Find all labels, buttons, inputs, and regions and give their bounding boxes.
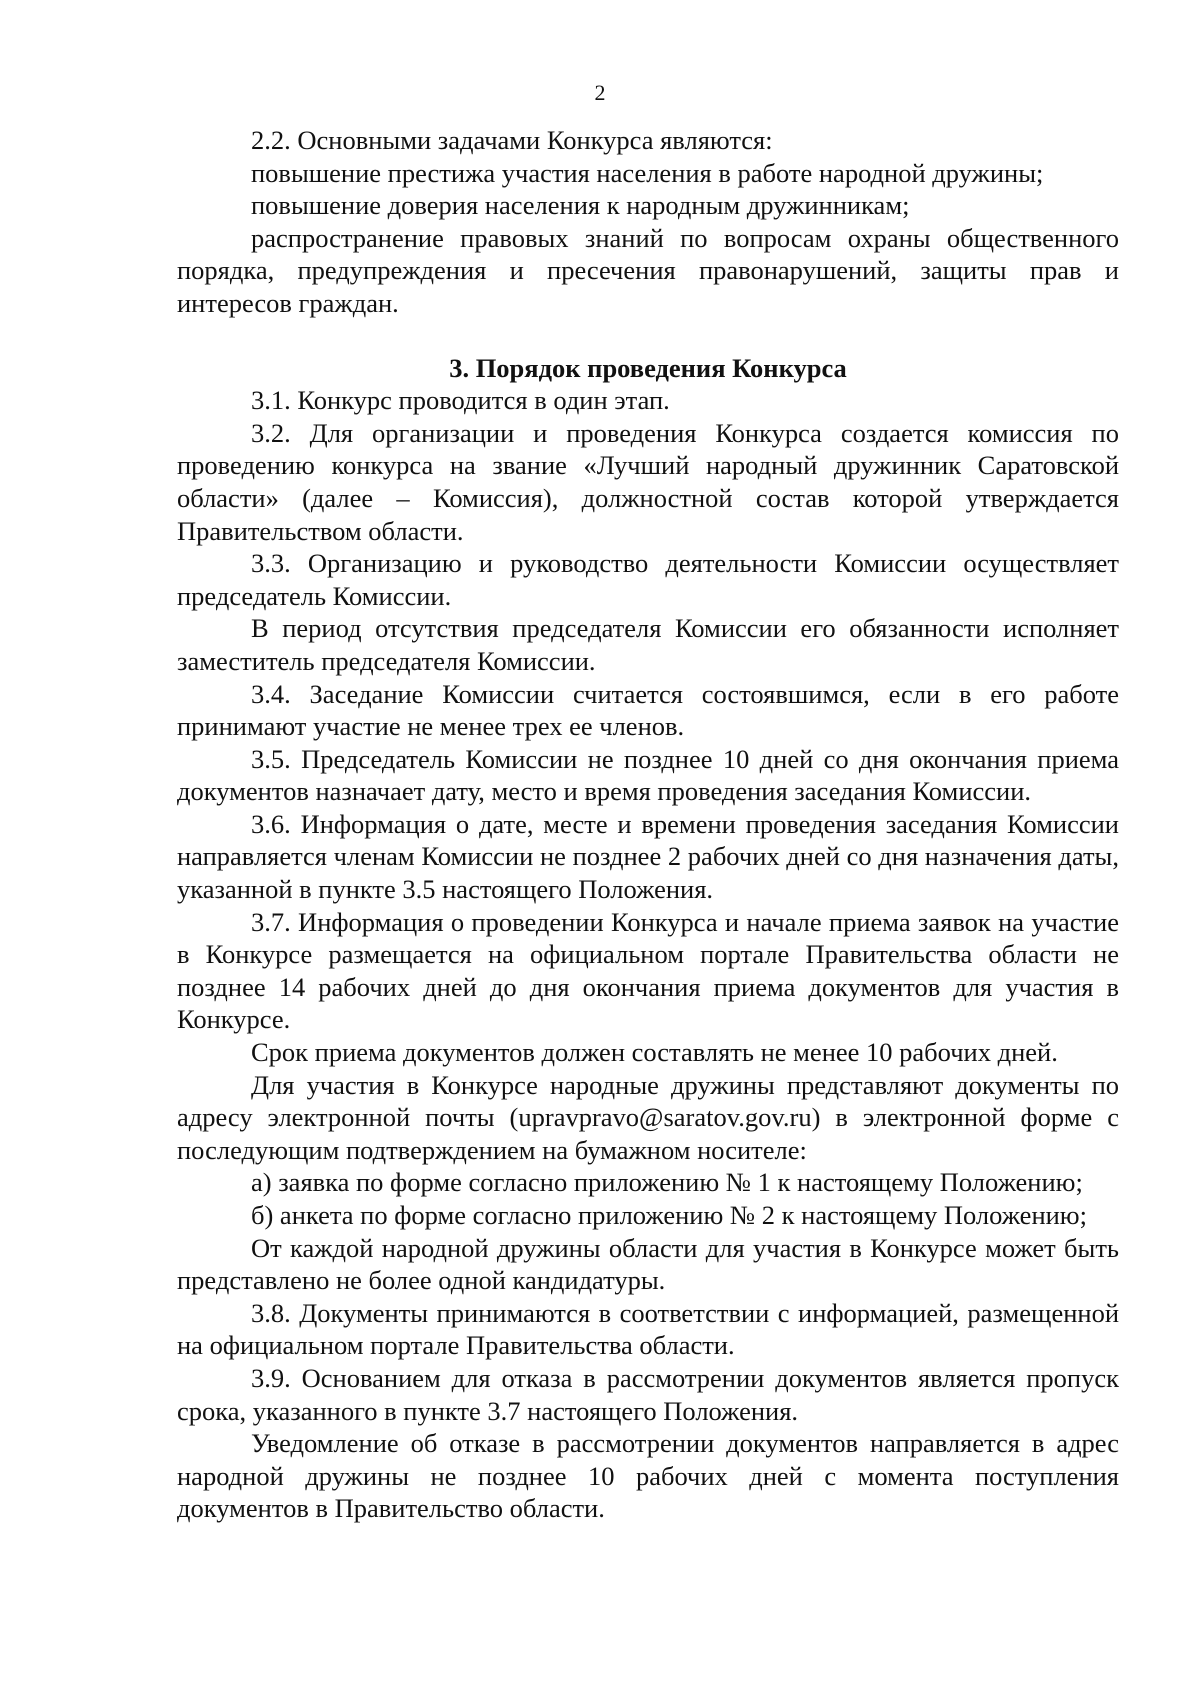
task-item-legal-knowledge: распространение правовых знаний по вопросам охраны общественного порядка, предупреждения и пресечения правонарушений, защиты прав и интересов граждан.	[177, 222, 1119, 318]
list-item-a: а) заявка по форме согласно приложению № 1 к настоящему Положению;	[251, 1167, 1083, 1198]
paragraph-3-5: 3.5. Председатель Комиссии не позднее 10 дней со дня окончания приема документов назначает дату, место и время проведения заседания Комиссии.	[177, 743, 1119, 807]
page-number: 2	[594, 80, 606, 105]
paragraph-3-4: 3.4. Заседание Комиссии считается состоявшимся, если в его работе принимают участие не менее трех ее членов.	[177, 678, 1119, 742]
paragraph-3-3: 3.3. Организацию и руководство деятельности Комиссии осуществляет председатель Комиссии.	[177, 548, 1119, 611]
paragraph-3-2: 3.2. Для организации и проведения Конкурса создается комиссия по проведению конкурса на звание «Лучший народный дружинник Саратовской области» (далее – Комиссия), должностной состав которой утверждается Правительством области.	[177, 417, 1119, 546]
paragraph-3-7-submission: Для участия в Конкурсе народные дружины представляют документы по адресу электронной почты (upravpravo@saratov.gov.ru) в электронной форме с последующим подтверждением на бумажном носителе:	[177, 1069, 1119, 1165]
paragraph-3-3-deputy: В период отсутствия председателя Комиссии его обязанности исполняет заместитель председателя Комиссии.	[177, 613, 1119, 676]
task-item-trust: повышение доверия населения к народным дружинникам;	[251, 190, 910, 221]
paragraph-2-2: 2.2. Основными задачами Конкурса являются:	[251, 125, 773, 155]
task-item-prestige: повышение престижа участия населения в работе народной дружины;	[251, 157, 1044, 188]
paragraph-3-7: 3.7. Информация о проведении Конкурса и начале приема заявок на участие в Конкурсе размещается на официальном портале Правительства области не позднее 14 рабочих дней до дня окончания приема документов для участия в Конкурсе.	[177, 906, 1119, 1035]
paragraph-3-6: 3.6. Информация о дате, месте и времени проведения заседания Комиссии направляется членам Комиссии не позднее 2 рабочих дней со дня назначения даты, указанной в пункте 3.5 настоящего Положения.	[177, 808, 1119, 905]
list-item-b: б) анкета по форме согласно приложению № 2 к настоящему Положению;	[251, 1200, 1087, 1230]
paragraph-3-9-notice: Уведомление об отказе в рассмотрении документов направляется в адрес народной дружины не позднее 10 рабочих дней с момента поступления документов в Правительство области.	[177, 1428, 1119, 1524]
paragraph-3-7-one-candidate: От каждой народной дружины области для участия в Конкурсе может быть представлено не более одной кандидатуры.	[177, 1232, 1119, 1296]
paragraph-3-7-term: Срок приема документов должен составлять не менее 10 рабочих дней.	[251, 1037, 1058, 1068]
paragraph-3-1: 3.1. Конкурс проводится в один этап.	[251, 385, 670, 416]
paragraph-3-9: 3.9. Основанием для отказа в рассмотрении документов является пропуск срока, указанного в пункте 3.7 настоящего Положения.	[177, 1362, 1119, 1426]
document-body	[177, 124, 1119, 1525]
section-3-heading: 3. Порядок проведения Конкурса	[449, 352, 847, 383]
paragraph-3-8: 3.8. Документы принимаются в соответствии с информацией, размещенной на официальном портале Правительства области.	[177, 1297, 1119, 1361]
